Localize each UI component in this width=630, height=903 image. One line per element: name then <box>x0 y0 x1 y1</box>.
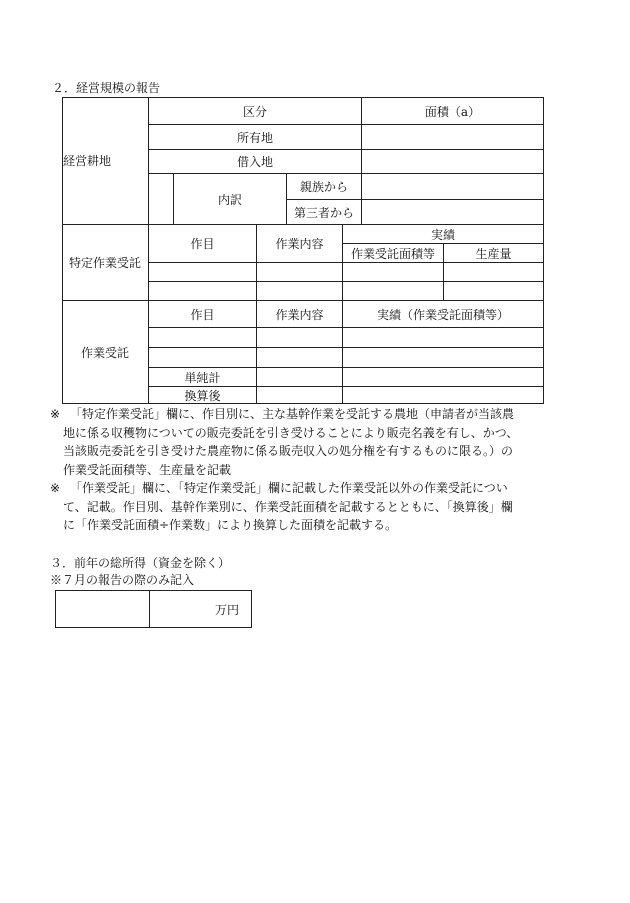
section3-heading: ３．前年の総所得（資金を除く） <box>50 556 231 570</box>
note-1-line-3: 当該販売委託を引き受けた農産物に係る販売収入の処分権を有するものに限る。）の <box>63 444 514 458</box>
label-keiei-kouchi: 経営耕地 <box>63 153 112 168</box>
note-1-mark: ※ <box>50 407 61 421</box>
income-unit <box>150 591 251 627</box>
row-shakunyuchi: 借入地 <box>236 155 273 169</box>
note-1-line-2: 地に係る収穫物についての販売委託を引き受けることにより販売名義を有し、かつ、 <box>63 425 519 440</box>
income-box <box>55 590 252 628</box>
header-menseki: 面積（a） <box>424 104 481 119</box>
jutaku-header-jisseki: 実績（作業受託面積等） <box>376 307 509 322</box>
row-uchiwake: 内訳 <box>217 192 242 207</box>
section2-heading: ２．経営規模の報告 <box>52 81 161 95</box>
tokutei-header-jisseki: 実績 <box>430 227 455 242</box>
farm-scale-table <box>0 0 630 420</box>
tokutei-header-seisanryo: 生産量 <box>475 246 512 261</box>
section3-note: ※７月の報告の際のみ記入 <box>50 573 195 587</box>
note-1-line-1: 「特定作業受託」欄に、作目別に、主な基幹作業を受託する農地（申請者が当該農 <box>70 407 515 421</box>
jutaku-header-naiyou: 作業内容 <box>275 307 324 322</box>
tokutei-header-menseki: 作業受託面積等 <box>350 246 435 261</box>
note-2-mark: ※ <box>50 481 61 495</box>
row-kansango: 換算後 <box>184 388 221 403</box>
header-kubun: 区分 <box>242 104 267 119</box>
note-1-line-4: 作業受託面積等、生産量を記載 <box>63 462 232 477</box>
row-shinzoku: 親族から <box>299 180 348 194</box>
label-tokutei-jutaku: 特定作業受託 <box>68 256 141 270</box>
note-2-line-3: に「作業受託面積÷作業数」により換算した面積を記載する。 <box>63 518 398 532</box>
note-2-line-1: 「作業受託」欄に、「特定作業受託」欄に記載した作業受託以外の作業受託につい <box>70 481 508 495</box>
income-unit-label: 万円 <box>214 602 239 617</box>
label-sagyou-jutaku: 作業受託 <box>80 345 129 360</box>
tokutei-header-sakumoku: 作目 <box>190 237 215 251</box>
jutaku-header-sakumoku: 作目 <box>190 307 215 322</box>
row-shoyuchi: 所有地 <box>236 130 273 145</box>
row-tanjunkei: 単純計 <box>184 370 221 385</box>
note-2-line-2: て、記載。作目別、基幹作業別に、作業受託面積を記載するとともに、「換算後」欄 <box>63 499 513 514</box>
tokutei-header-naiyou: 作業内容 <box>275 237 324 251</box>
row-daisansha: 第三者から <box>293 205 354 220</box>
